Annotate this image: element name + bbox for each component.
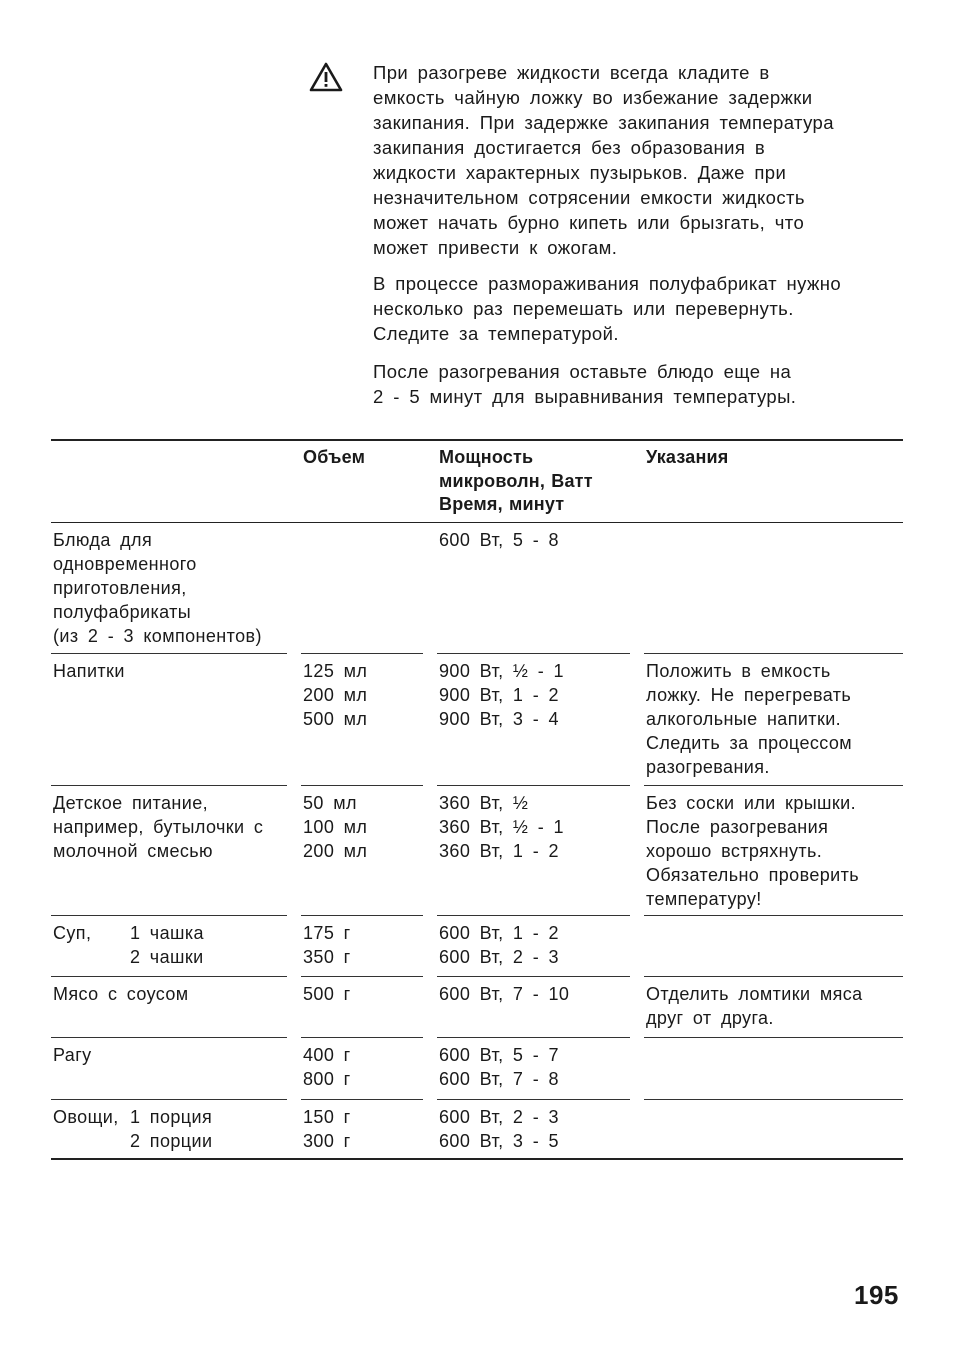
dish-variants: 1 порция 2 порции <box>130 1107 213 1151</box>
row-divider <box>437 785 630 786</box>
row-divider <box>644 976 903 977</box>
row-divider <box>644 1037 903 1038</box>
warning-triangle-icon <box>309 62 343 92</box>
table-bottom-rule <box>51 1158 903 1160</box>
row-divider <box>301 915 423 916</box>
table-top-rule <box>51 439 903 441</box>
power-time: 600 Вт, 1 - 2 600 Вт, 2 - 3 <box>439 923 559 967</box>
row-divider <box>301 1099 423 1100</box>
row-divider <box>644 785 903 786</box>
dish-name: Детское питание, например, бутылочки с молочной смесью <box>53 793 264 861</box>
power-time: 600 Вт, 5 - 7 600 Вт, 7 - 8 <box>439 1045 559 1089</box>
row-divider <box>301 1037 423 1038</box>
row-divider <box>437 1099 630 1100</box>
header-notes: Указания <box>646 447 729 467</box>
power-time: 360 Вт, ½ 360 Вт, ½ - 1 360 Вт, 1 - 2 <box>439 793 564 861</box>
dish-name: Суп, <box>53 923 92 943</box>
row-divider <box>51 915 287 916</box>
notes: Положить в емкость ложку. Не перегревать алкогольные напитки. Следить за процессом разогревания. <box>646 661 853 777</box>
row-divider <box>644 1099 903 1100</box>
dish-name: Напитки <box>53 661 125 681</box>
notes: Отделить ломтики мяса друг от друга. <box>646 984 863 1028</box>
row-divider <box>51 653 287 654</box>
row-divider <box>51 785 287 786</box>
resting-paragraph: После разогревания оставьте блюдо еще на 2 - 5 минут для выравнивания температуры. <box>373 361 797 407</box>
volume: 500 г <box>303 984 351 1004</box>
volume: 50 мл 100 мл 200 мл <box>303 793 368 861</box>
dish-variants: 1 чашка 2 чашки <box>130 923 204 967</box>
header-volume: Объем <box>303 447 366 467</box>
row-divider <box>437 915 630 916</box>
volume: 125 мл 200 мл 500 мл <box>303 661 368 729</box>
row-divider <box>437 653 630 654</box>
power-time: 600 Вт, 5 - 8 <box>439 530 559 550</box>
warning-text: При разогреве жидкости всегда кладите в емкость чайную ложку во избежание задержки закипания. При задержке закипания температура закипания достигается без образования в жидкости характерных пузырьков. Даже при незначительном сотрясении емкости жидкость может начать бурно кипеть или брызгать, что может привести к ожогам. <box>373 62 834 258</box>
power-time: 900 Вт, ½ - 1 900 Вт, 1 - 2 900 Вт, 3 - 4 <box>439 661 564 729</box>
defrost-paragraph: В процессе размораживания полуфабрикат нужно несколько раз перемешать или перевернуть. Следите за температурой. <box>373 273 842 344</box>
row-divider <box>51 976 287 977</box>
page-number: 195 <box>854 1280 899 1310</box>
notes: Без соски или крышки. После разогревания хорошо встряхнуть. Обязательно проверить температуру! <box>646 793 860 909</box>
row-divider <box>644 915 903 916</box>
row-divider <box>437 976 630 977</box>
row-divider <box>51 1037 287 1038</box>
dish-name: Блюда для одновременного приготовления, полуфабрикаты (из 2 - 3 компонентов) <box>53 530 262 646</box>
volume: 175 г 350 г <box>303 923 351 967</box>
dish-name: Овощи, <box>53 1107 119 1127</box>
dish-name: Рагу <box>53 1045 92 1065</box>
header-rule <box>51 522 903 523</box>
power-time: 600 Вт, 2 - 3 600 Вт, 3 - 5 <box>439 1107 559 1151</box>
dish-name: Мясо с соусом <box>53 984 189 1004</box>
volume: 400 г 800 г <box>303 1045 351 1089</box>
row-divider <box>51 1099 287 1100</box>
row-divider <box>644 653 903 654</box>
volume: 150 г 300 г <box>303 1107 351 1151</box>
row-divider <box>301 785 423 786</box>
row-divider <box>301 653 423 654</box>
power-time: 600 Вт, 7 - 10 <box>439 984 570 1004</box>
header-power-time: Мощность микроволн, Ватт Время, минут <box>439 447 593 514</box>
row-divider <box>437 1037 630 1038</box>
row-divider <box>301 976 423 977</box>
